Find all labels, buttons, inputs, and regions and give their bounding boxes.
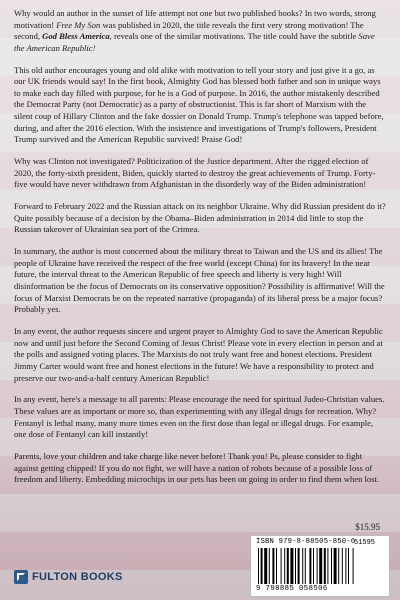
barcode-bar xyxy=(281,548,282,584)
barcode-bar xyxy=(338,548,339,584)
blurb-paragraph: In any event, the author requests sincere and urgent prayer to Almighty God to save the American Republic now and until just before the Second Coming of Jesus Christ! Please vote in every election in person and at the polls and assigned voting places. The Marxists do not truly want free and honest elections. President Jimmy Carter would want free and honest elections in the future! We have a responsibility to protect and preserve our two-and-a-half century American Republic! xyxy=(14,326,383,383)
publisher-logo xyxy=(14,568,123,586)
blurb-paragraph: In any event, here's a message to all parents: Please encourage the need for spiritual Judeo-Christian values. These values are as important or more so, than experimenting with any illegal drugs for recreation. Why? Fentanyl is lethal many, many more times even on the first dose than legal or illegal drugs. For example, one dose of Fentanyl can kill instantly! xyxy=(14,394,385,440)
blurb-paragraph: Why would an author in the sunset of life attempt not one but two published books? In two words, strong motivation! Free My Son was published in 2020, the title reveals the first very strong motivation! The second, God Bless America, reveals one of the similar motivations. The title could have the subtitle Save the American Republic! xyxy=(14,8,376,53)
barcode-bars xyxy=(256,548,384,584)
barcode-bar xyxy=(295,548,296,584)
publisher-mark-icon xyxy=(14,570,28,584)
isbn-label: ISBN 979-8-88505-850-6 xyxy=(256,538,356,546)
barcode-bar xyxy=(327,548,328,584)
barcode-number: 9 798885 058506 xyxy=(256,585,328,593)
barcode-bar xyxy=(345,548,346,584)
barcode-bar xyxy=(269,548,270,584)
barcode-bar xyxy=(317,548,318,584)
barcode-bar xyxy=(298,548,300,584)
blurb-paragraph: This old author encourages young and old alike with motivation to tell your story and just give it a go, as our UK friends would say! In the first book, Almighty God has blessed both father and son in unique ways to make each day filled with purpose, for he is a God of purpose. In 2016, the author mistakenly described the Democrat Party (not Democratic) as a party of obstructionist. This is far short of Marxism with the silent coup of Hillary Clinton and the fake dossier on Donald Trump. Trump's telephone was tapped before, during, and after the 2016 election. With the insistence and investigations of Trump's followers, President Trump survived and the American Republic survived! Praise God! xyxy=(14,64,384,145)
blurb-paragraph: Parents, love your children and take charge like never before! Thank you! Ps, please consider to fight against getting chipped! If you do not fight, we will have a nation of robots because of a possible loss of freedom and liberty. Embedding microchips in our pets has been on going in order to find them when lost. xyxy=(14,451,380,485)
addon-code: 51595 xyxy=(354,539,376,547)
barcode-bar xyxy=(324,548,326,584)
barcode-bar xyxy=(309,548,311,584)
barcode-bar xyxy=(302,548,303,584)
barcode-bar xyxy=(264,548,267,584)
barcode-bar xyxy=(261,548,263,584)
price-label: $15.95 xyxy=(355,522,380,532)
barcode-bar xyxy=(305,548,306,584)
barcode-bar xyxy=(258,548,259,584)
blurb-paragraph: Forward to February 2022 and the Russian attack on its neighbor Ukraine. Why did Russian president do it? Quite possibly because of a decision by the Obama–Biden administration in 2014 did little to stop the Russian takeover of Ukrainian sea port of the Crimea. xyxy=(14,201,386,235)
barcode-bar xyxy=(284,548,285,584)
barcode-bar xyxy=(334,548,337,584)
barcode-bar xyxy=(272,548,274,584)
barcode-bar xyxy=(331,548,332,584)
blurb-paragraph: In summary, the author is most concerned about the military threat to Taiwan and the US and its allies! The people of Ukraine have received the respect of the free world (except China) for its bravery! In the near future, the interval threat to the American Republic of free speech and liberty is very high! Will disinformation be the focus of Democrats on its conservative opposition? Possibility is affirmative! Will the focus of Marxist Democrats be on the repeated narrative (propaganda) of its liberal press be a major focus? Probably yes. xyxy=(14,246,385,315)
blurb-text xyxy=(14,8,386,496)
barcode-bar xyxy=(287,548,289,584)
blurb-paragraph: Why was Clinton not investigated? Politicization of the Justice department. After the rigged election of 2020, the forty-sixth president, Biden, quickly started to destroy the great achievements of Trump. Forty-five would have never withdrawn from Afghanistan in the disorderly way of the Biden administration! xyxy=(14,156,376,190)
barcode-bar xyxy=(342,548,343,584)
barcode-bar xyxy=(313,548,314,584)
barcode-bar xyxy=(353,548,354,584)
barcode xyxy=(250,535,390,597)
barcode-bar xyxy=(319,548,322,584)
publisher-name: FULTON BOOKS xyxy=(32,571,123,583)
barcode-bar xyxy=(276,548,277,584)
barcode-bar xyxy=(348,548,349,584)
barcode-bar xyxy=(290,548,293,584)
